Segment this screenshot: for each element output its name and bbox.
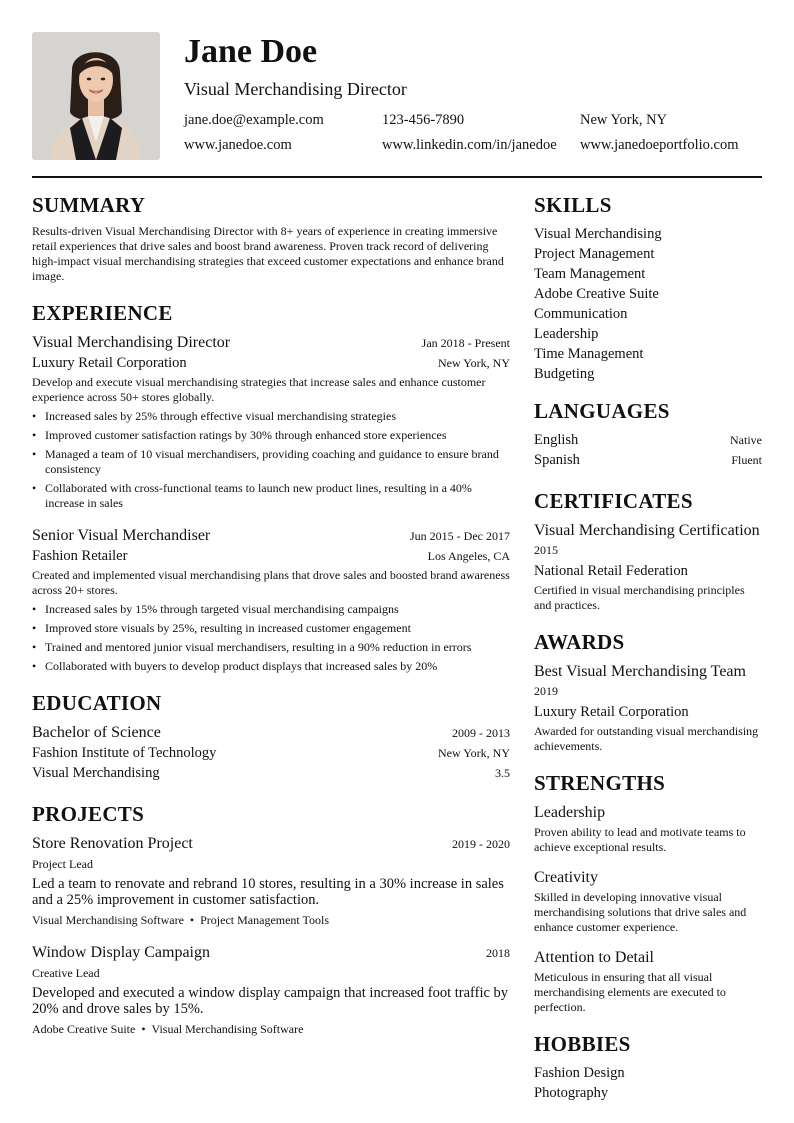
list-item: Project Management — [534, 246, 655, 262]
project-description: Led a team to renovate and rebrand 10 stores, resulting in a 30% increase in sales and a 25% improvement in customer satisfaction. — [32, 876, 504, 908]
job-company-row — [32, 546, 510, 566]
list-item: • Increased sales by 25% through effective visual merchandising strategies — [32, 409, 510, 424]
project-name: Store Renovation Project — [32, 835, 193, 852]
job-bullets — [32, 409, 510, 511]
tag: Visual Merchandising Software — [32, 913, 184, 927]
skills-list — [534, 224, 762, 384]
strengths-section — [534, 770, 762, 1015]
education-row — [32, 722, 510, 743]
gpa: 3.5 — [495, 766, 510, 780]
strength-name: Creativity — [534, 869, 598, 886]
resume-header — [32, 32, 762, 160]
job-dates: Jun 2015 - Dec 2017 — [410, 529, 510, 543]
job-description: Created and implemented visual merchandising plans that drove sales and boosted brand awareness across 20+ stores. — [32, 568, 510, 597]
project-role: Creative Lead — [32, 966, 100, 980]
job-entry — [32, 525, 510, 674]
list-item: Photography — [534, 1085, 609, 1101]
tag: Adobe Creative Suite — [32, 1022, 136, 1036]
job-row — [32, 525, 510, 546]
right-column — [534, 192, 762, 1103]
certificates-section — [534, 488, 762, 613]
summary-section — [32, 192, 510, 284]
language-level: Native — [730, 433, 762, 447]
list-item: Time Management — [534, 346, 644, 362]
list-item: • Managed a team of 10 visual merchandisers, providing coaching and guidance to ensure brand consistency — [32, 447, 510, 477]
list-item: Fashion Design — [534, 1065, 625, 1081]
profile-photo — [32, 32, 160, 160]
language-row — [534, 450, 762, 470]
job-dates: Jan 2018 - Present — [421, 336, 510, 350]
certificate-description: Certified in visual merchandising principles and practices. — [534, 583, 745, 612]
list-item: • Increased sales by 15% through targeted visual merchandising campaigns — [32, 602, 510, 617]
job-bullets — [32, 602, 510, 674]
list-item: • Collaborated with buyers to develop product displays that increased sales by 20% — [32, 659, 510, 674]
job-role: Visual Merchandising Director — [32, 334, 231, 351]
job-title: Visual Merchandising Director — [184, 79, 407, 99]
linkedin-link[interactable]: www.linkedin.com/in/janedoe — [382, 137, 557, 153]
tag: Visual Merchandising Software — [151, 1022, 304, 1036]
header-divider — [32, 176, 762, 178]
project-role: Project Lead — [32, 857, 93, 871]
education-field-row — [32, 763, 510, 783]
certificate-name: Visual Merchandising Certification — [534, 522, 760, 539]
section-heading: EDUCATION — [32, 691, 162, 715]
email-link[interactable]: jane.doe@example.com — [184, 112, 324, 128]
full-name: Jane Doe — [184, 33, 318, 70]
project-dates: 2019 - 2020 — [452, 837, 510, 851]
language-name: English — [534, 432, 579, 448]
list-item: • Trained and mentored junior visual merchandisers, resulting in a 90% reduction in errors — [32, 640, 510, 655]
award-year: 2019 — [534, 684, 558, 698]
website-link[interactable]: www.janedoe.com — [184, 137, 292, 153]
experience-section — [32, 300, 510, 674]
contact-grid — [184, 111, 762, 155]
strength-entry — [534, 947, 762, 1015]
job-entry — [32, 332, 510, 511]
tag-separator: • — [189, 913, 195, 927]
certificate-year: 2015 — [534, 543, 558, 557]
language-row — [534, 430, 762, 450]
list-item: Team Management — [534, 266, 646, 282]
left-column — [32, 192, 510, 1037]
skills-section — [534, 192, 762, 384]
strength-entry — [534, 802, 762, 855]
project-name: Window Display Campaign — [32, 944, 210, 961]
job-location: Los Angeles, CA — [427, 549, 510, 563]
award-description: Awarded for outstanding visual merchandising achievements. — [534, 724, 759, 753]
phone-text: 123-456-7890 — [382, 112, 465, 128]
project-description: Developed and executed a window display campaign that increased foot traffic by 20% and drove sales by 15%. — [32, 985, 509, 1017]
school-name: Fashion Institute of Technology — [32, 745, 217, 761]
project-row — [32, 942, 510, 963]
education-dates: 2009 - 2013 — [452, 726, 510, 740]
project-entry — [32, 833, 510, 928]
school-location: New York, NY — [437, 746, 510, 760]
list-item: • Improved customer satisfaction ratings by 30% through enhanced store experiences — [32, 428, 510, 443]
portfolio-link[interactable]: www.janedoeportfolio.com — [580, 137, 739, 153]
section-heading: SUMMARY — [32, 193, 146, 217]
strength-description: Skilled in developing innovative visual merchandising solutions that drive sales and enhance customer experience. — [534, 890, 747, 934]
strength-description: Proven ability to lead and motivate teams to achieve exceptional results. — [534, 825, 746, 854]
location-text: New York, NY — [580, 112, 668, 128]
job-role: Senior Visual Merchandiser — [32, 527, 211, 544]
list-item: • Collaborated with cross-functional teams to launch new product lines, resulting in a 40% increase in sales — [32, 481, 510, 511]
list-item: Visual Merchandising — [534, 226, 662, 242]
section-heading: SKILLS — [534, 193, 612, 217]
job-description: Develop and execute visual merchandising strategies that increase sales and enhance customer experience across 50+ stores globally. — [32, 375, 486, 404]
section-heading: STRENGTHS — [534, 771, 666, 795]
section-heading: AWARDS — [534, 630, 625, 654]
hobbies-list — [534, 1063, 762, 1103]
job-company: Fashion Retailer — [32, 548, 128, 564]
project-dates: 2018 — [486, 946, 510, 960]
job-row — [32, 332, 510, 353]
language-level: Fluent — [731, 453, 762, 467]
project-tags — [32, 1021, 510, 1037]
list-item: • Improved store visuals by 25%, resulting in increased customer engagement — [32, 621, 510, 636]
certificate-org: National Retail Federation — [534, 563, 688, 579]
strength-name: Attention to Detail — [534, 949, 654, 966]
section-heading: PROJECTS — [32, 802, 145, 826]
project-tags — [32, 912, 510, 928]
tag-separator: • — [141, 1022, 146, 1036]
award-name: Best Visual Merchandising Team — [534, 663, 746, 680]
job-company-row — [32, 353, 510, 373]
job-location: New York, NY — [437, 356, 510, 370]
field-of-study: Visual Merchandising — [32, 765, 160, 781]
section-heading: HOBBIES — [534, 1032, 631, 1056]
award-org: Luxury Retail Corporation — [534, 704, 689, 720]
section-heading: CERTIFICATES — [534, 489, 693, 513]
list-item: Leadership — [534, 326, 599, 342]
languages-section — [534, 398, 762, 470]
language-name: Spanish — [534, 452, 580, 468]
list-item: Adobe Creative Suite — [534, 286, 659, 302]
list-item: Communication — [534, 306, 628, 322]
education-section — [32, 690, 510, 783]
resume-page — [32, 32, 762, 1101]
education-school-row — [32, 743, 510, 763]
strength-description: Meticulous in ensuring that all visual merchandising elements are executed to perfection. — [534, 970, 726, 1014]
header-info — [184, 32, 762, 160]
project-entry — [32, 942, 510, 1037]
awards-section — [534, 629, 762, 754]
degree: Bachelor of Science — [32, 724, 161, 741]
section-heading: EXPERIENCE — [32, 301, 173, 325]
tag: Project Management Tools — [200, 913, 330, 927]
job-company: Luxury Retail Corporation — [32, 355, 187, 371]
hobbies-section — [534, 1031, 762, 1103]
projects-section — [32, 801, 510, 1037]
strength-entry — [534, 867, 762, 935]
strength-name: Leadership — [534, 804, 606, 821]
project-row — [32, 833, 510, 854]
list-item: Budgeting — [534, 366, 595, 382]
summary-text: Results-driven Visual Merchandising Director with 8+ years of experience in creating immersive retail experiences that drive sales and boost brand awareness. Proven track record of delivering high-impact visual merchandising strategies that exceed customer expectations and enhance brand image. — [32, 224, 504, 283]
section-heading: LANGUAGES — [534, 399, 670, 423]
